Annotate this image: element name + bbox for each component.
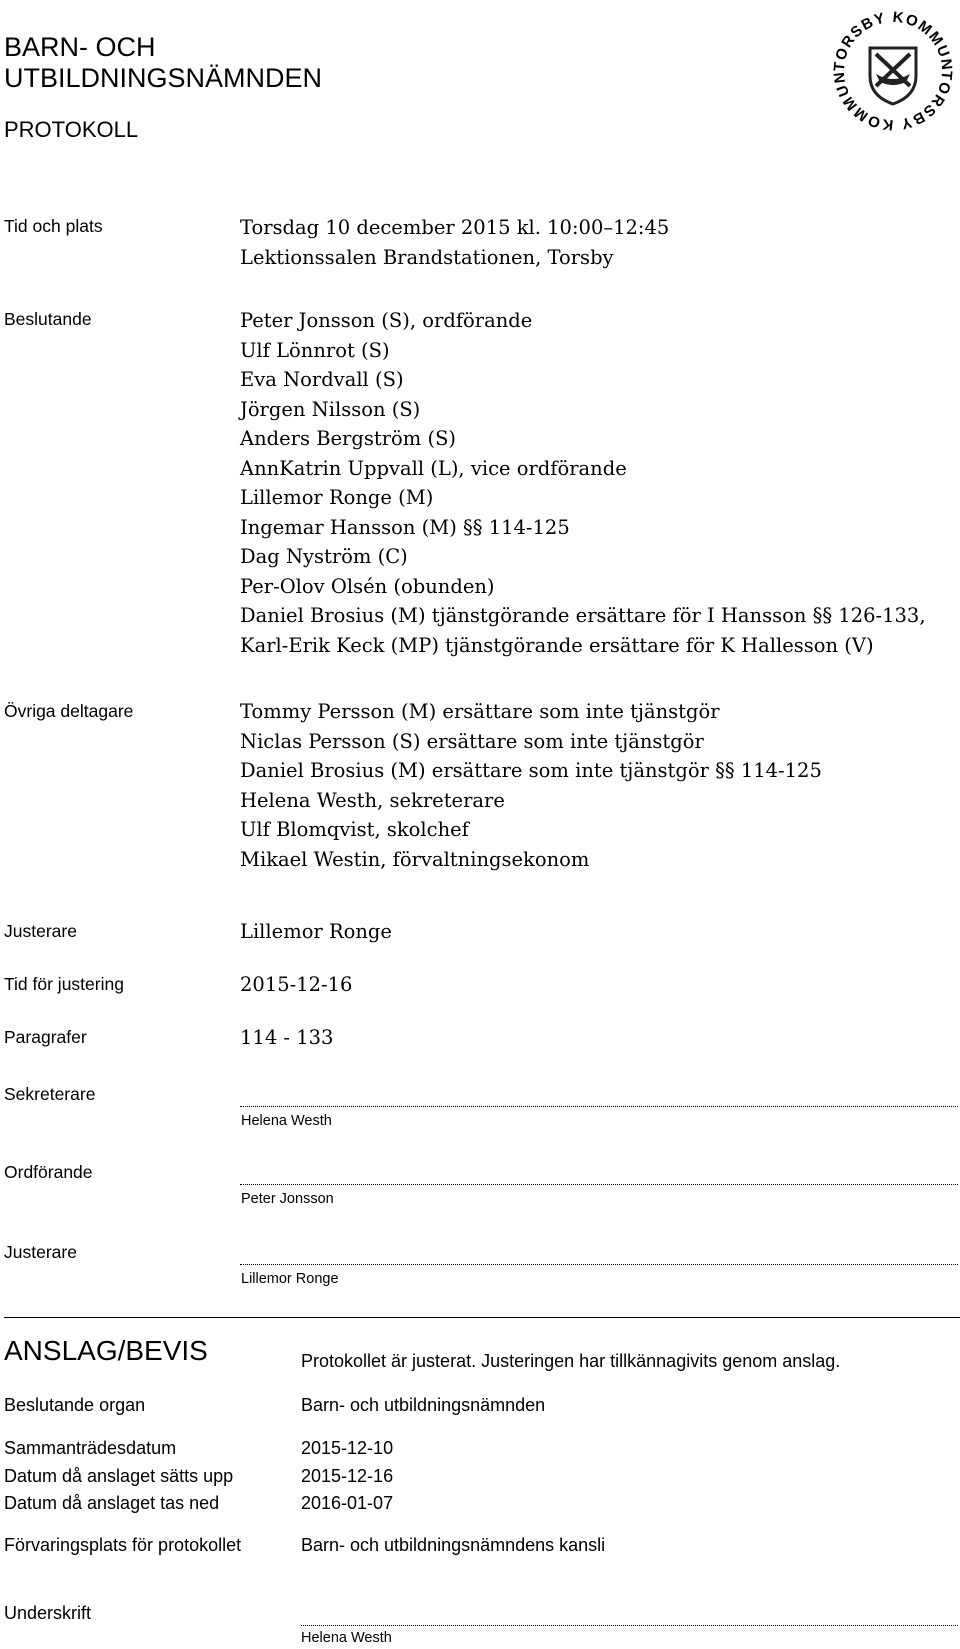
storage-value: Barn- och utbildningsnämndens kansli xyxy=(301,1535,606,1555)
secretary-label: Sekreterare xyxy=(4,1084,96,1104)
list-item: Mikael Westin, förvaltningsekonom xyxy=(240,847,590,871)
list-item: Ulf Lönnrot (S) xyxy=(240,338,390,362)
storage-label: Förvaringsplats för protokollet xyxy=(4,1535,242,1555)
title-line-2: UTBILDNINGSNÄMNDEN xyxy=(4,63,323,93)
chair-signature-line[interactable] xyxy=(240,1184,958,1185)
anslag-title: ANSLAG/BEVIS xyxy=(4,1335,208,1366)
decision-makers-list xyxy=(240,306,926,660)
secretary-name: Helena Westh xyxy=(241,1113,332,1129)
section-divider xyxy=(4,1317,960,1318)
list-item: Per-Olov Olsén (obunden) xyxy=(240,574,495,598)
others-list xyxy=(240,697,822,874)
removed-label: Datum då anslaget tas ned xyxy=(4,1493,220,1513)
list-item: Eva Nordvall (S) xyxy=(240,368,404,391)
posted-value: 2015-12-16 xyxy=(301,1466,394,1486)
anslag-statement: Protokollet är justerat. Justeringen har tillkännagivits genom anslag. xyxy=(301,1351,841,1371)
chair-name: Peter Jonsson xyxy=(241,1191,334,1207)
meeting-date-label: Sammanträdesdatum xyxy=(4,1438,177,1458)
anslag-signature-line[interactable] xyxy=(301,1625,958,1626)
document-type: PROTOKOLL xyxy=(4,117,139,142)
list-item: Ulf Blomqvist, skolchef xyxy=(240,818,469,841)
list-item: Daniel Brosius (M) tjänstgörande ersättare för I Hansson §§ 126-133, xyxy=(240,604,926,627)
adjuster-value: Lillemor Ronge xyxy=(240,920,392,943)
meeting-date-value: 2015-12-10 xyxy=(301,1438,394,1458)
list-item: Karl-Erik Keck (MP) tjänstgörande ersättare för K Hallesson (V) xyxy=(240,633,874,657)
logo-text-top: TORSBY KOMMUN xyxy=(830,8,956,73)
organ-value: Barn- och utbildningsnämnden xyxy=(301,1395,546,1415)
anslag-signature-name: Helena Westh xyxy=(301,1630,392,1646)
secretary-signature-line[interactable] xyxy=(240,1106,958,1107)
list-item: Peter Jonsson (S), ordförande xyxy=(240,309,533,332)
decision-makers-label: Beslutande xyxy=(4,309,92,329)
list-item: Dag Nyström (C) xyxy=(240,545,408,568)
others-label: Övriga deltagare xyxy=(4,701,134,721)
list-item: Daniel Brosius (M) ersättare som inte tjänstgör §§ 114-125 xyxy=(240,759,822,782)
list-item: AnnKatrin Uppvall (L), vice ordförande xyxy=(240,456,627,480)
adjust-time-label: Tid för justering xyxy=(4,974,124,994)
posted-label: Datum då anslaget sätts upp xyxy=(4,1466,234,1486)
adjuster-sign-label: Justerare xyxy=(4,1242,77,1262)
shield-icon xyxy=(870,48,916,104)
title-line-1: BARN- OCH xyxy=(4,32,156,62)
list-item: Anders Bergström (S) xyxy=(240,427,457,450)
adjuster-sign-name: Lillemor Ronge xyxy=(241,1271,339,1287)
list-item: Lillemor Ronge (M) xyxy=(240,486,434,509)
list-item: Ingemar Hansson (M) §§ 114-125 xyxy=(240,515,570,539)
paragraphs-label: Paragrafer xyxy=(4,1027,87,1047)
torsby-kommun-logo xyxy=(826,4,960,138)
time: Torsdag 10 december 2015 kl. 10:00–12:45 xyxy=(240,216,670,239)
list-item: Tommy Persson (M) ersättare som inte tjänstgör xyxy=(240,700,720,723)
list-item: Niclas Persson (S) ersättare som inte tjänstgör xyxy=(240,729,704,753)
organ-label: Beslutande organ xyxy=(4,1395,146,1415)
chair-label: Ordförande xyxy=(4,1162,93,1182)
list-item: Jörgen Nilsson (S) xyxy=(240,397,421,421)
paragraphs-value: 114 - 133 xyxy=(240,1026,334,1049)
adjuster-signature-line[interactable] xyxy=(240,1264,958,1265)
time-place-label: Tid och plats xyxy=(4,216,103,236)
list-item: Helena Westh, sekreterare xyxy=(240,788,505,812)
adjuster-label: Justerare xyxy=(4,921,77,941)
place: Lektionssalen Brandstationen, Torsby xyxy=(240,245,614,269)
page-title xyxy=(4,32,322,94)
time-place-value xyxy=(240,213,669,272)
adjust-time-value: 2015-12-16 xyxy=(240,973,353,996)
logo-text-bottom: TORSBY KOMMUN xyxy=(830,69,956,134)
removed-value: 2016-01-07 xyxy=(301,1493,394,1513)
signature-label: Underskrift xyxy=(4,1603,92,1623)
